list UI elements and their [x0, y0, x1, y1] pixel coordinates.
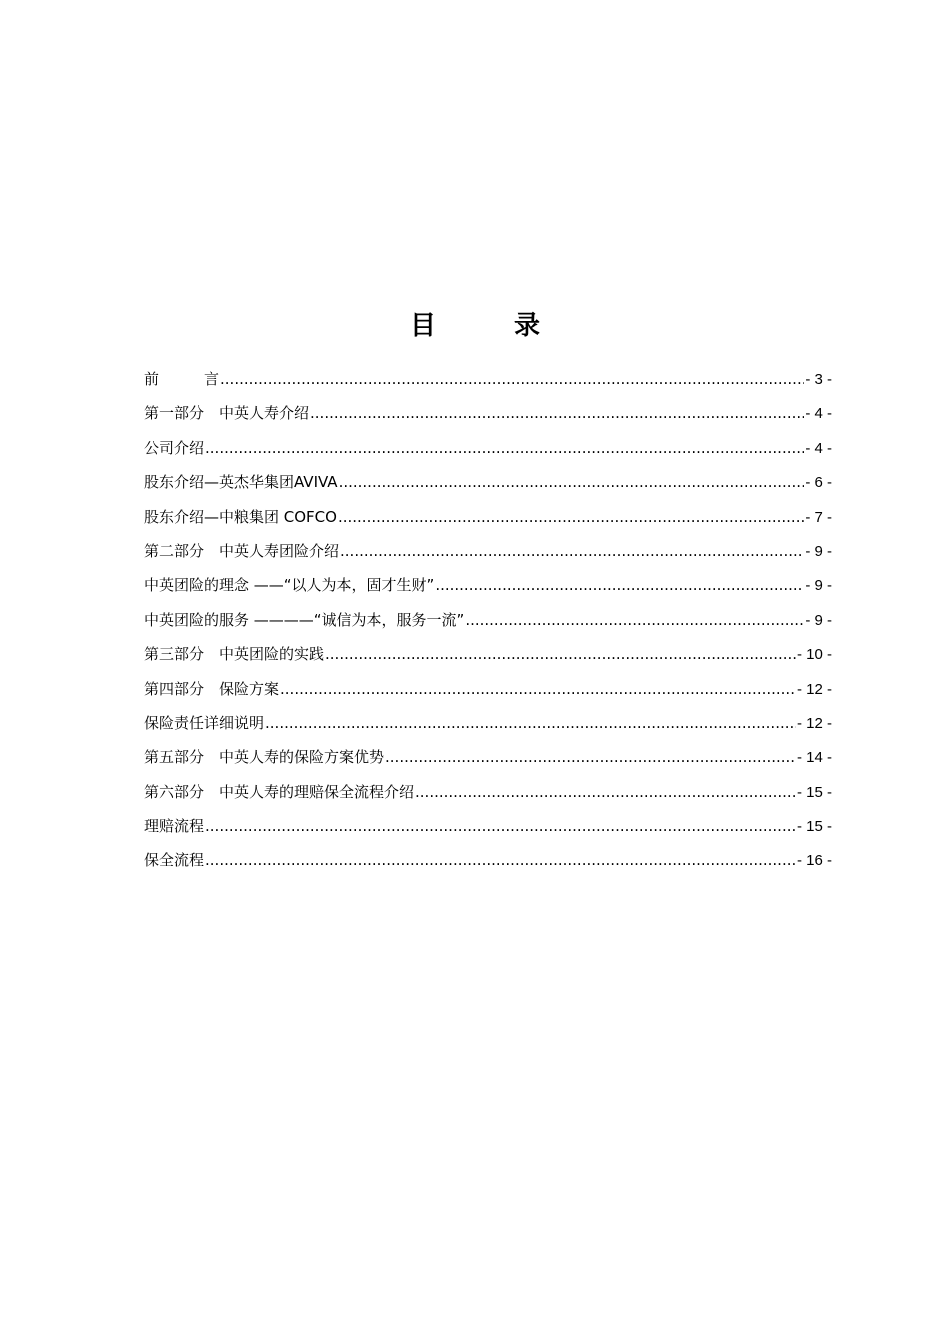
- dot-leader: [205, 843, 796, 877]
- toc-entry-part-1[interactable]: [144, 396, 832, 430]
- toc-entry-page-number: - 15 -: [796, 783, 832, 801]
- toc-entry-page-number: - 15 -: [796, 818, 832, 836]
- toc-entry-group-philosophy[interactable]: [144, 568, 832, 602]
- toc-entry-label: 保全流程: [144, 851, 205, 870]
- toc-entry-page-number: - 4 -: [805, 439, 832, 457]
- toc-entry-preservation-process[interactable]: [144, 843, 832, 877]
- dot-leader: [205, 431, 804, 465]
- dot-leader: [265, 706, 796, 740]
- toc-entry-page-number: - 9 -: [805, 577, 832, 595]
- toc-entry-part-6[interactable]: [144, 775, 832, 809]
- toc-entry-label: 股东介绍—中粮集团 COFCO: [144, 507, 337, 526]
- toc-entry-label: 第三部分 中英团险的实践: [144, 645, 325, 664]
- toc-entry-page-number: - 9 -: [805, 542, 832, 560]
- toc-entry-preface[interactable]: [144, 362, 832, 396]
- toc-entry-label: 公司介绍: [144, 438, 205, 457]
- dot-leader: [385, 740, 796, 774]
- dot-leader: [220, 362, 804, 396]
- toc-entry-claims-process[interactable]: [144, 809, 832, 843]
- dot-leader: [465, 603, 804, 637]
- toc-entry-page-number: - 10 -: [796, 646, 832, 664]
- toc-entry-page-number: - 12 -: [796, 680, 832, 698]
- toc-entry-page-number: - 16 -: [796, 852, 832, 870]
- toc-entry-page-number: - 9 -: [805, 611, 832, 629]
- toc-entry-label: 前 言: [144, 370, 220, 388]
- toc-entry-shareholder-cofco[interactable]: [144, 500, 832, 534]
- toc-entry-label: 第二部分 中英人寿团险介绍: [144, 541, 340, 560]
- dot-leader: [338, 500, 804, 534]
- toc-entry-part-2[interactable]: [144, 534, 832, 568]
- toc-entry-label: 第一部分 中英人寿介绍: [144, 404, 310, 423]
- toc-entry-shareholder-aviva[interactable]: [144, 465, 832, 499]
- dot-leader: [205, 809, 796, 843]
- toc-entry-label: 第五部分 中英人寿的保险方案优势: [144, 748, 385, 767]
- toc-entry-page-number: - 3 -: [805, 371, 832, 388]
- toc-entry-company-intro[interactable]: [144, 431, 832, 465]
- toc-entry-label: 理赔流程: [144, 817, 205, 836]
- toc-entry-label: 中英团险的服务 ————“诚信为本，服务一流”: [144, 610, 465, 629]
- dot-leader: [280, 672, 796, 706]
- toc-entry-page-number: - 4 -: [805, 405, 832, 423]
- toc-entry-part-4[interactable]: [144, 672, 832, 706]
- toc-entry-part-3[interactable]: [144, 637, 832, 671]
- dot-leader: [435, 568, 804, 602]
- toc-entry-page-number: - 12 -: [796, 714, 832, 732]
- dot-leader: [340, 534, 804, 568]
- toc-entry-label: 保险责任详细说明: [144, 713, 265, 732]
- toc-entry-part-5[interactable]: [144, 740, 832, 774]
- toc-entry-label: 第六部分 中英人寿的理赔保全流程介绍: [144, 782, 415, 801]
- toc-entry-group-service[interactable]: [144, 603, 832, 637]
- dot-leader: [325, 637, 796, 671]
- dot-leader: [415, 775, 796, 809]
- dot-leader: [339, 465, 805, 499]
- toc-entry-page-number: - 14 -: [796, 749, 832, 767]
- toc-entry-coverage-details[interactable]: [144, 706, 832, 740]
- toc-entry-page-number: - 6 -: [805, 474, 832, 492]
- toc-entry-label: 中英团险的理念 ——“以人为本，固才生财”: [144, 576, 435, 595]
- dot-leader: [310, 396, 804, 430]
- toc-title: 目 录: [409, 311, 540, 341]
- toc-entry-label: 股东介绍—英杰华集团AVIVA: [144, 473, 338, 492]
- toc-entry-label: 第四部分 保险方案: [144, 679, 280, 698]
- toc-entry-page-number: - 7 -: [805, 508, 832, 526]
- toc-list: [144, 362, 832, 878]
